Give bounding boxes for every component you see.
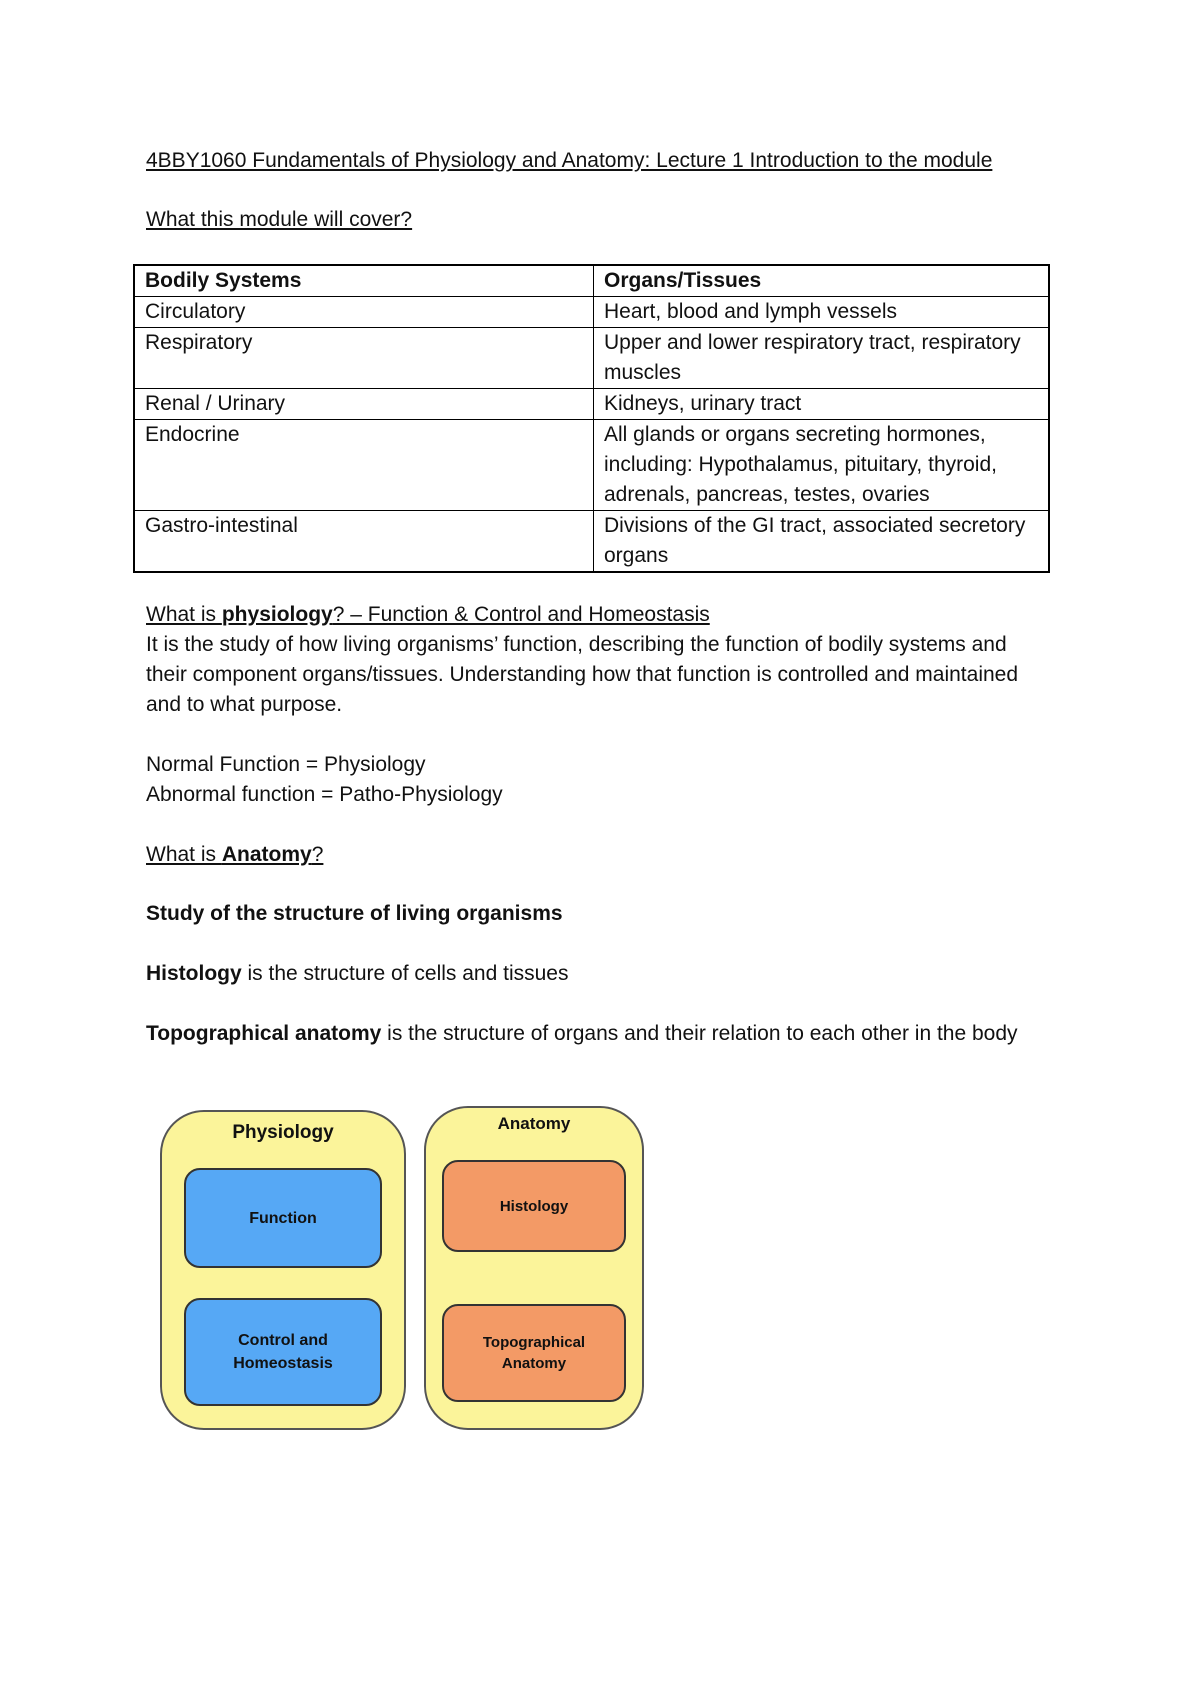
- organs-cell: Heart, blood and lymph vessels: [594, 297, 1050, 328]
- topographical-definition: is the structure of organs and their relation to each other in the body: [381, 1022, 1018, 1045]
- anatomy-panel-title: Anatomy: [497, 1114, 571, 1133]
- anatomy-panel: [424, 1106, 644, 1430]
- topographical-line: [146, 1019, 1046, 1049]
- physiology-heading-suffix: ? – Function & Control and Homeostasis: [332, 603, 710, 626]
- system-cell: Circulatory: [134, 297, 594, 328]
- anatomy-heading-prefix: What is: [146, 843, 222, 866]
- physiology-paragraph: It is the study of how living organisms’ function, describing the function of bodily systems and their component organs/tissues. Understanding how that function is controlled and maintained and to what purpose.: [146, 633, 1019, 716]
- physiology-anatomy-diagram: [158, 1102, 648, 1432]
- control-homeostasis-box: Control and Homeostasis: [184, 1298, 382, 1406]
- table-row: [134, 297, 1049, 328]
- system-cell: Renal / Urinary: [134, 389, 594, 420]
- organs-cell: All glands or organs secreting hormones, including: Hypothalamus, pituitary, thyroid, adrenals, pancreas, testes, ovaries: [594, 420, 1050, 511]
- system-cell: Respiratory: [134, 328, 594, 389]
- anatomy-heading: [146, 840, 323, 870]
- table-row: [134, 420, 1049, 511]
- function-box: Function: [184, 1168, 382, 1268]
- physiology-heading-prefix: What is: [146, 603, 222, 626]
- physiology-heading-term: physiology: [221, 603, 333, 626]
- table-row: [134, 389, 1049, 420]
- histology-definition: is the structure of cells and tissues: [241, 962, 569, 985]
- organs-cell: Kidneys, urinary tract: [594, 389, 1050, 420]
- physiology-heading: [146, 600, 710, 630]
- organs-cell: Divisions of the GI tract, associated secretory organs: [594, 511, 1050, 573]
- histology-line: [146, 959, 568, 989]
- topographical-term: Topographical anatomy: [146, 1022, 382, 1045]
- histology-box: Histology: [442, 1160, 626, 1252]
- organs-cell: Upper and lower respiratory tract, respiratory muscles: [594, 328, 1050, 389]
- table-row: [134, 328, 1049, 389]
- anatomy-heading-suffix: ?: [311, 843, 324, 866]
- table-row: [134, 511, 1049, 573]
- physiology-panel-title: Physiology: [232, 1122, 334, 1143]
- document-title: 4BBY1060 Fundamentals of Physiology and Anatomy: Lecture 1 Introduction to the module: [146, 149, 993, 172]
- abnormal-function-line: Abnormal function = Patho-Physiology: [146, 783, 503, 806]
- topographical-anatomy-box: Topographical Anatomy: [442, 1304, 626, 1402]
- histology-term: Histology: [146, 962, 242, 985]
- system-cell: Endocrine: [134, 420, 594, 511]
- anatomy-heading-term: Anatomy: [221, 843, 312, 866]
- normal-function-line: Normal Function = Physiology: [146, 753, 426, 776]
- header-bodily-systems: Bodily Systems: [134, 265, 594, 297]
- table-header-row: [134, 265, 1049, 297]
- anatomy-study-line: Study of the structure of living organisms: [146, 902, 563, 925]
- system-cell: Gastro-intestinal: [134, 511, 594, 573]
- systems-table: [133, 264, 1050, 573]
- header-organs-tissues: Organs/Tissues: [594, 265, 1050, 297]
- physiology-panel: [160, 1110, 406, 1430]
- cover-heading: What this module will cover?: [146, 208, 413, 231]
